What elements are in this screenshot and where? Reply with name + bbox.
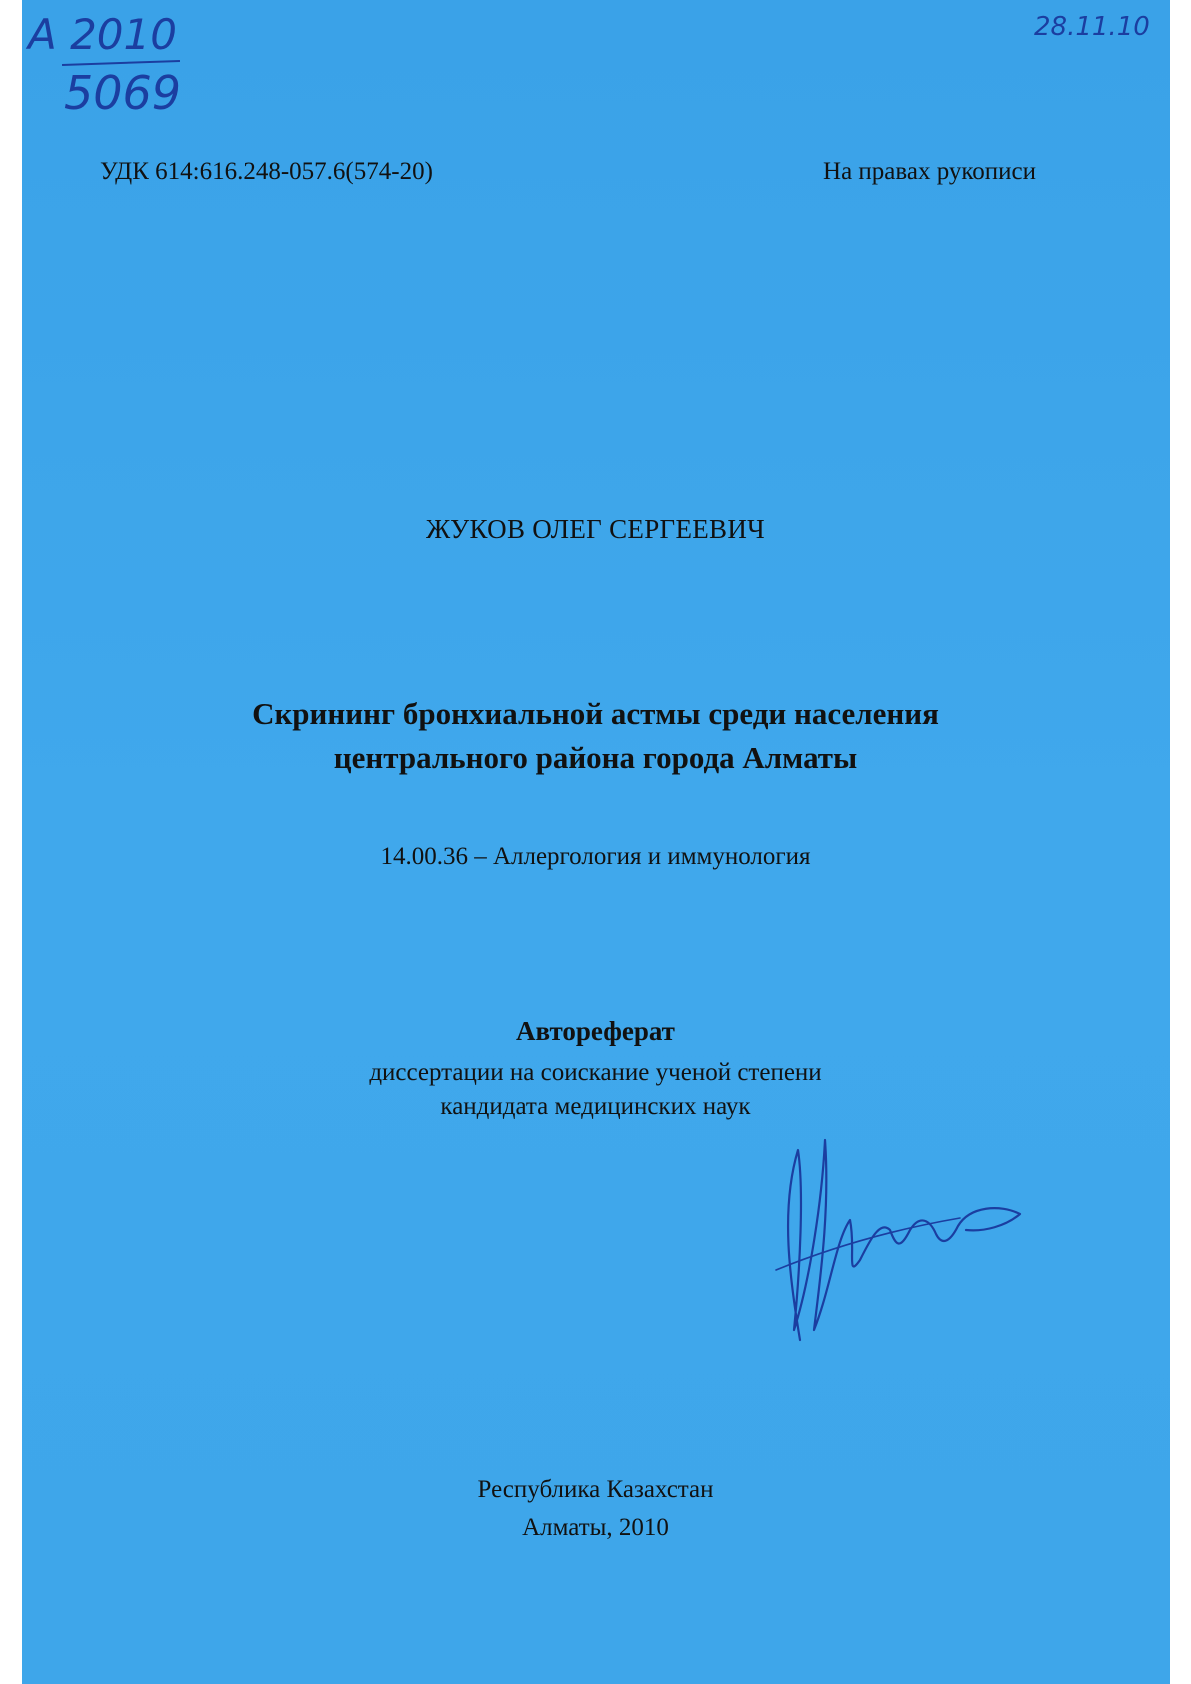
degree-description: [0, 1056, 1191, 1124]
place-line: Республика Казахстан: [477, 1476, 714, 1503]
dissertation-title: [0, 692, 1191, 780]
rights-notice: На правах рукописи: [823, 158, 1036, 185]
abstract-label: Автореферат: [516, 1016, 675, 1046]
document-cover: [22, 0, 1170, 1684]
author-name: ЖУКОВ ОЛЕГ СЕРГЕЕВИЧ: [425, 514, 765, 544]
place-line: Алматы, 2010: [522, 1514, 669, 1541]
title-line: центрального района города Алматы: [333, 740, 858, 775]
handwritten-code-bottom: 5069: [64, 66, 182, 120]
degree-line: диссертации на соискание ученой степени: [369, 1059, 822, 1086]
handwritten-signature: [770, 1130, 1030, 1350]
scan-margin-left: [0, 0, 22, 1684]
udk-code: УДК 614:616.248-057.6(574-20): [100, 158, 433, 185]
scan-margin-right: [1170, 0, 1191, 1684]
specialty-code: 14.00.36 – Аллергология и иммунология: [380, 843, 811, 870]
title-line: Скрининг бронхиальной астмы среди населения: [252, 696, 939, 731]
handwritten-date: 28.11.10: [1034, 12, 1150, 42]
degree-line: кандидата медицинских наук: [440, 1093, 751, 1120]
place-and-year: [0, 1471, 1191, 1547]
handwritten-code-top: A 2010: [28, 10, 177, 59]
